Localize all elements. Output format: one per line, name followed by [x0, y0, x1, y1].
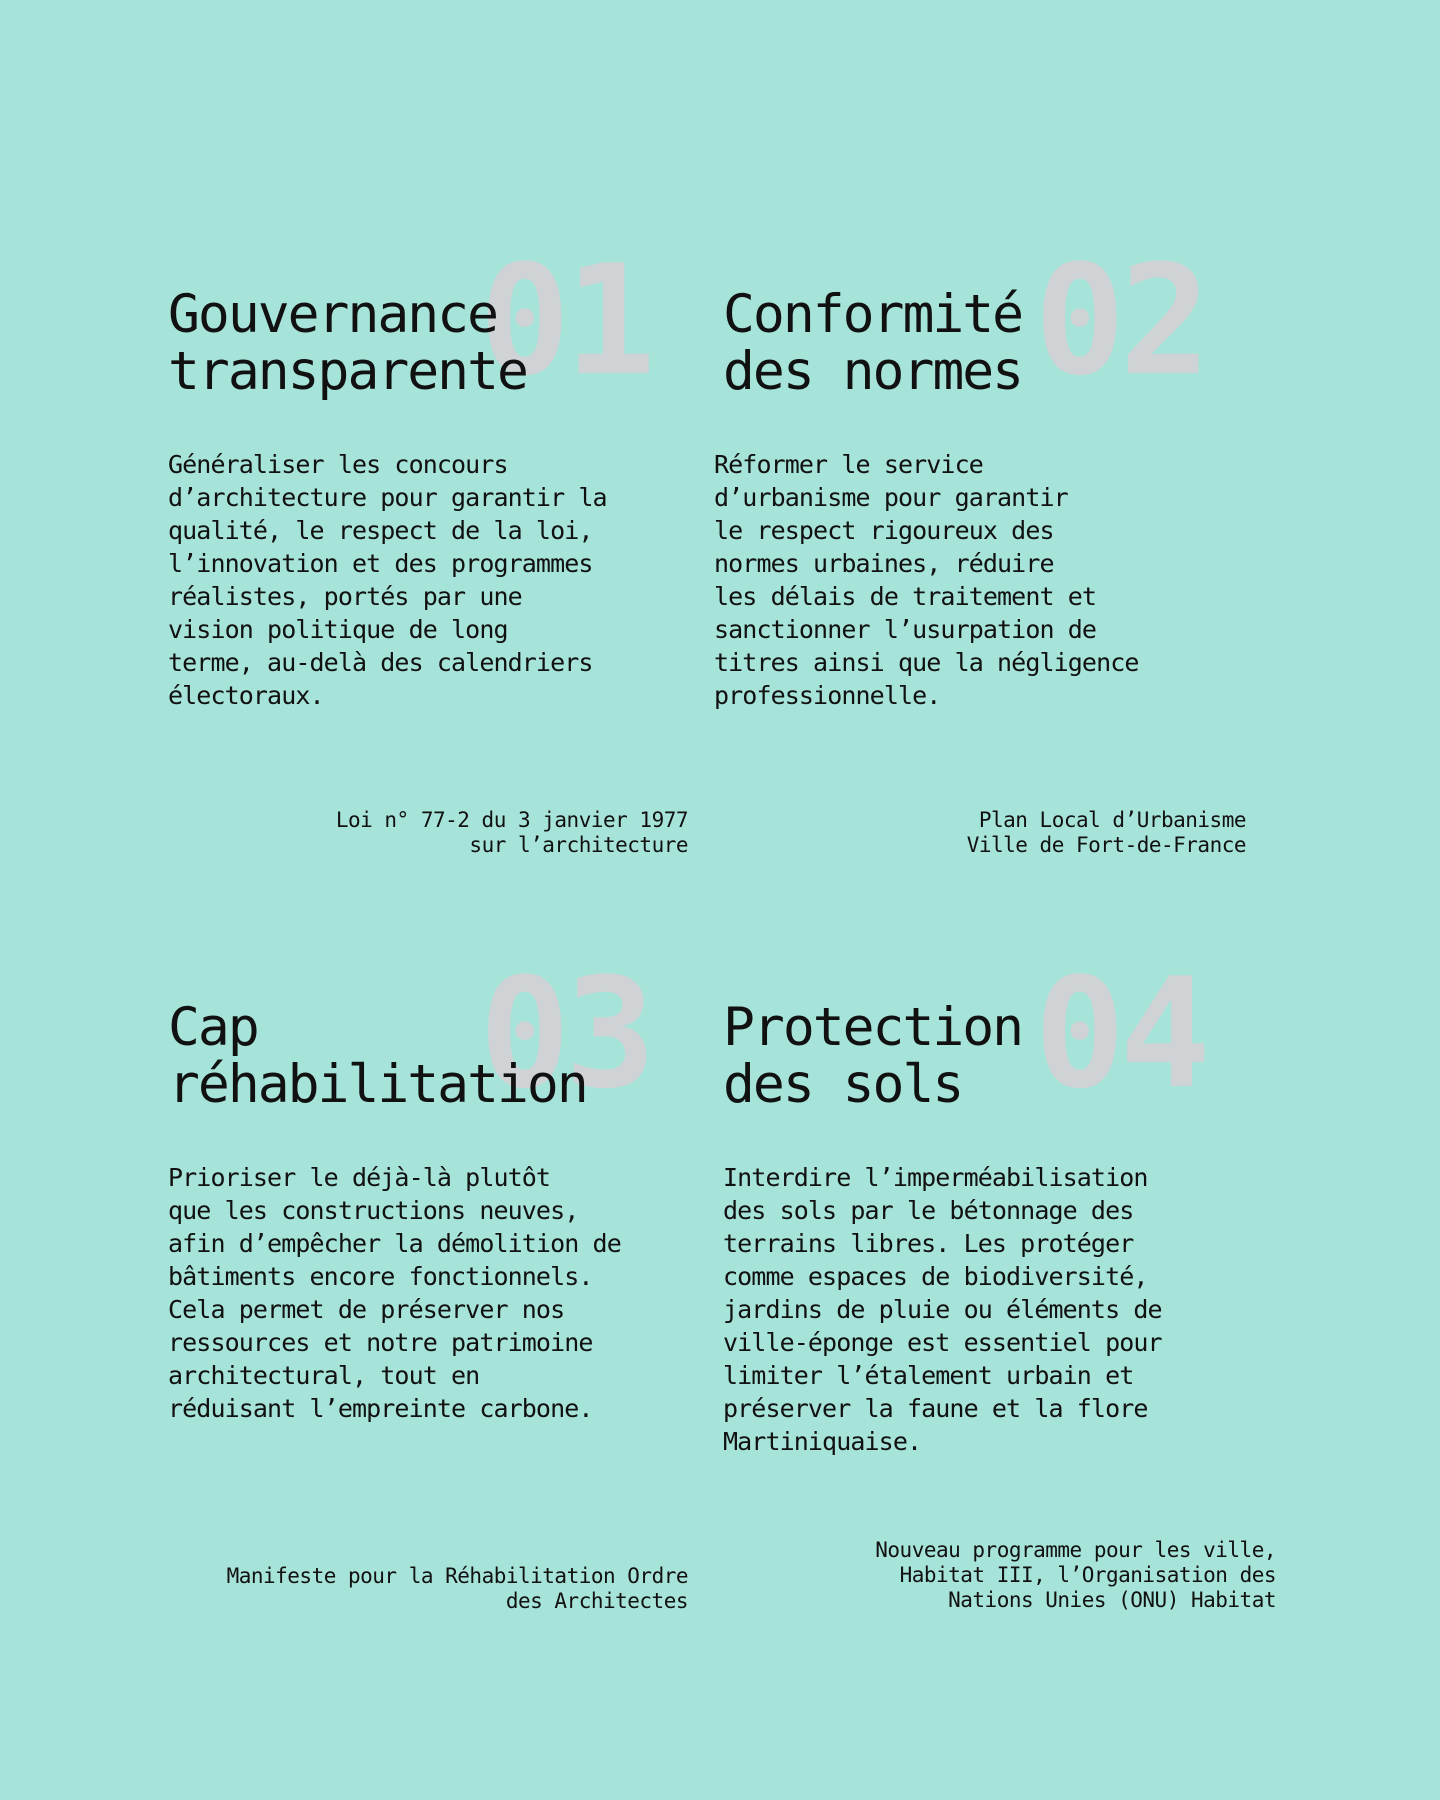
card-title-line: Protection: [723, 997, 1023, 1058]
source-line: Manifeste pour la Réhabilitation Ordre: [226, 1564, 688, 1588]
source-line: Nations Unies (ONU) Habitat: [948, 1588, 1276, 1612]
body-line: les délais de traitement et: [714, 582, 1097, 611]
body-line: architectural, tout en: [168, 1361, 480, 1390]
source-line: des Architectes: [505, 1589, 688, 1613]
card-body: [168, 448, 607, 712]
body-line: préserver la faune et la flore: [723, 1394, 1148, 1423]
body-line: réalistes, portés par une: [168, 582, 522, 611]
body-line: Cela permet de préserver nos: [168, 1295, 565, 1324]
card-body: [714, 448, 1139, 712]
body-line: professionnelle.: [714, 681, 941, 710]
card-source: [227, 1564, 688, 1614]
body-line: réduisant l’empreinte carbone.: [168, 1394, 593, 1423]
body-line: terrains libres. Les protéger: [723, 1229, 1134, 1258]
card-title: [723, 999, 1263, 1113]
source-line: sur l’architecture: [469, 833, 688, 857]
body-line: le respect rigoureux des: [714, 516, 1054, 545]
card-source: [967, 808, 1246, 858]
body-line: limiter l’étalement urbain et: [723, 1361, 1134, 1390]
body-line: qualité, le respect de la loi,: [168, 516, 593, 545]
source-line: Ville de Fort-de-France: [966, 833, 1246, 857]
card-title: [723, 286, 1263, 400]
body-line: titres ainsi que la négligence: [714, 648, 1139, 677]
card-02: [714, 232, 1263, 857]
card-title-line: des sols: [723, 1054, 963, 1115]
card-body: [723, 1161, 1162, 1458]
card-04: [723, 945, 1276, 1612]
card-title-line: Conformité: [723, 284, 1023, 345]
card-01: [168, 232, 708, 857]
body-line: sanctionner l’usurpation de: [714, 615, 1097, 644]
body-line: Généraliser les concours: [168, 450, 508, 479]
source-line: Plan Local d’Urbanisme: [978, 808, 1246, 832]
card-number: 03: [479, 945, 651, 1122]
card-number: 01: [479, 232, 651, 409]
card-title-line: réhabilitation: [168, 1054, 587, 1115]
card-title: [168, 999, 708, 1113]
body-line: Prioriser le déjà-là plutôt: [168, 1163, 551, 1192]
body-line: Martiniquaise.: [723, 1427, 922, 1456]
card-number: 04: [1034, 945, 1206, 1122]
body-line: l’innovation et des programmes: [168, 549, 593, 578]
card-title: [168, 286, 708, 400]
body-line: ville-éponge est essentiel pour: [723, 1328, 1162, 1357]
card-03: [168, 945, 708, 1613]
card-body: [168, 1161, 621, 1425]
source-line: Nouveau programme pour les ville,: [875, 1538, 1276, 1562]
body-line: des sols par le bétonnage des: [723, 1196, 1134, 1225]
card-title-line: Gouvernance: [168, 284, 497, 345]
body-line: électoraux.: [168, 681, 324, 710]
body-line: que les constructions neuves,: [168, 1196, 579, 1225]
body-line: jardins de pluie ou éléments de: [723, 1295, 1162, 1324]
body-line: normes urbaines, réduire: [714, 549, 1054, 578]
body-line: Réformer le service: [714, 450, 983, 479]
body-line: ressources et notre patrimoine: [168, 1328, 593, 1357]
body-line: d’urbanisme pour garantir: [714, 483, 1068, 512]
body-line: terme, au-delà des calendriers: [168, 648, 593, 677]
body-line: Interdire l’imperméabilisation: [723, 1163, 1148, 1192]
body-line: bâtiments encore fonctionnels.: [168, 1262, 593, 1291]
source-line: Habitat III, l’Organisation des: [899, 1563, 1276, 1587]
body-line: afin d’empêcher la démolition de: [168, 1229, 621, 1258]
card-source: [875, 1538, 1276, 1613]
body-line: vision politique de long: [168, 615, 508, 644]
card-number: 02: [1034, 232, 1206, 409]
body-line: comme espaces de biodiversité,: [723, 1262, 1148, 1291]
body-line: d’architecture pour garantir la: [168, 483, 607, 512]
source-line: Loi n° 77-2 du 3 janvier 1977: [335, 808, 688, 832]
card-title-line: transparente: [168, 341, 527, 402]
card-title-line: des normes: [723, 341, 1023, 402]
card-source: [336, 808, 688, 858]
card-title-line: Cap: [168, 997, 258, 1058]
